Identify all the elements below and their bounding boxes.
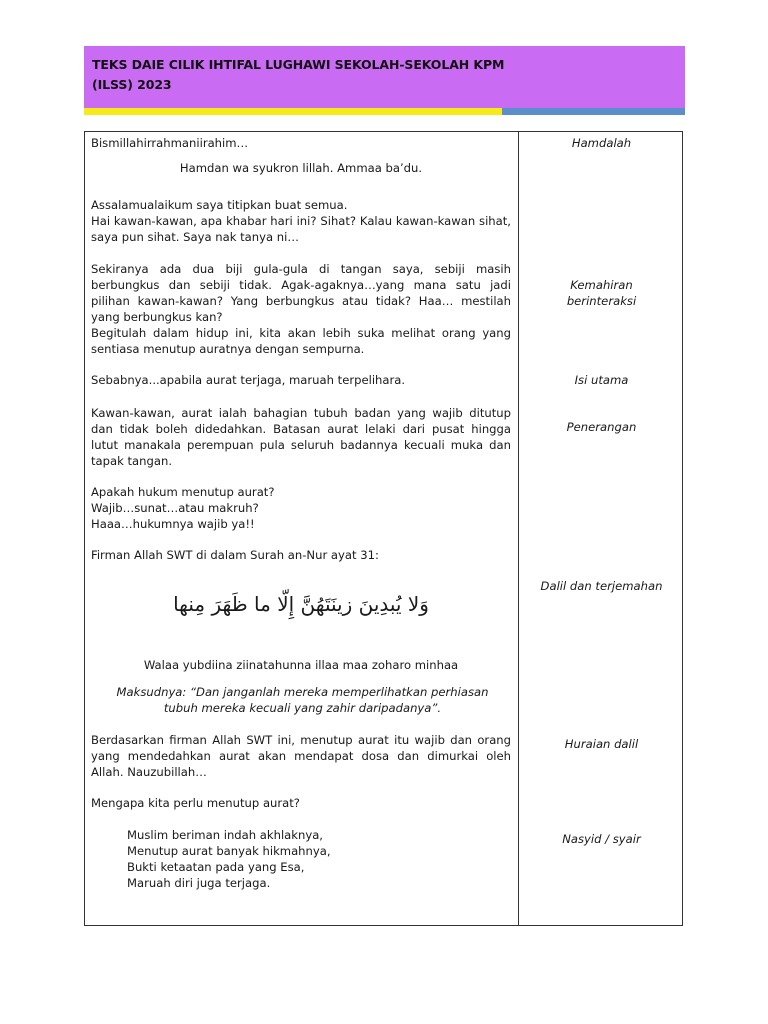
hukum-paragraph: Apakah hukum menutup aurat? Wajib…sunat…atau makruh? Haaa…hukumnya wajib ya!! [91,485,275,531]
side-label-penerangan: Penerangan [566,420,637,434]
title-line-1: TEKS DAIE CILIK IHTIFAL LUGHAWI SEKOLAH-SEKOLAH KPM [92,57,505,72]
side-label-hamdalah: Hamdalah [571,136,632,150]
sebabnya-text: Sebabnya...apabila aurat terjaga, maruah terpelihara. [91,373,406,387]
side-label-isi-utama: Isi utama [574,373,629,387]
salam-paragraph: Assalamualaikum saya titipkan buat semua. Hai kawan-kawan, apa khabar hari ini? Sihat? Kalau kawan-kawan sihat, saya pun sihat. Saya nak tanya ni… [91,198,511,244]
side-label-kemahiran: Kemahiran berinteraksi [566,278,637,308]
side-label-huraian: Huraian dalil [564,737,639,751]
maksud-paragraph [105,684,500,716]
speech-table [84,131,683,926]
yellow-stripe [84,108,502,115]
blue-stripe [502,108,685,115]
mengapa-text: Mengapa kita perlu menutup aurat? [91,796,300,810]
transliteration-text: Walaa yubdiina ziinatahunna illaa maa zoharo minhaa [143,658,459,672]
side-label-nasyid: Nasyid / syair [562,832,641,846]
poem-line: Bukti ketaatan pada yang Esa, [127,860,305,874]
poem-line: Maruah diri juga terjaga. [127,876,271,890]
firman-text: Firman Allah SWT di dalam Surah an-Nur ayat 31: [91,548,379,562]
begitulah-paragraph: Begitulah dalam hidup ini, kita akan lebih suka melihat orang yang sentiasa menutup auratnya dengan sempurna. [91,326,511,356]
side-label-dalil: Dalil dan terjemahan [540,579,663,593]
hamdan-text: Hamdan wa syukron lillah. Ammaa ba’du. [179,161,423,175]
poem-line: Muslim beriman indah akhlaknya, [127,828,323,842]
document-title [92,55,652,95]
title-line-2: (ILSS) 2023 [92,77,172,92]
header-banner [84,46,685,108]
maksud-label: Maksudnya: [116,685,187,699]
poem-block [127,827,507,891]
arabic-verse: وَلا يُبدِينَ زينَتَهُنَّ إِلّا ما ظَهَرَ مِنها [173,592,429,616]
maksud-text: “Dan janganlah mereka memperlihatkan perhiasan tubuh mereka kecuali yang zahir daripadanya”. [163,685,489,715]
poem-line: Menutup aurat banyak hikmahnya, [127,844,331,858]
berdasarkan-paragraph: Berdasarkan firman Allah SWT ini, menutup aurat itu wajib dan orang yang mendedahkan aurat akan mendapat dosa dan dimurkai oleh Allah. Nauzubillah… [91,733,511,779]
column-divider [518,132,519,925]
gula-paragraph: Sekiranya ada dua biji gula-gula di tangan saya, sebiji masih berbungkus dan sebiji tidak. Agak-agaknya…yang mana satu jadi pilihan kawan-kawan? Yang berbungkus atau tidak? Haa… mestilah yang berbungkus kan? [91,262,511,324]
bismillah-text: Bismillahirrahmaniirahim… [91,136,249,150]
aurat-definition-paragraph: Kawan-kawan, aurat ialah bahagian tubuh badan yang wajib ditutup dan tidak boleh didedahkan. Batasan aurat lelaki dari pusat hingga lutut manakala perempuan pula seluruh badannya kecuali muka dan tapak tangan. [91,406,511,468]
